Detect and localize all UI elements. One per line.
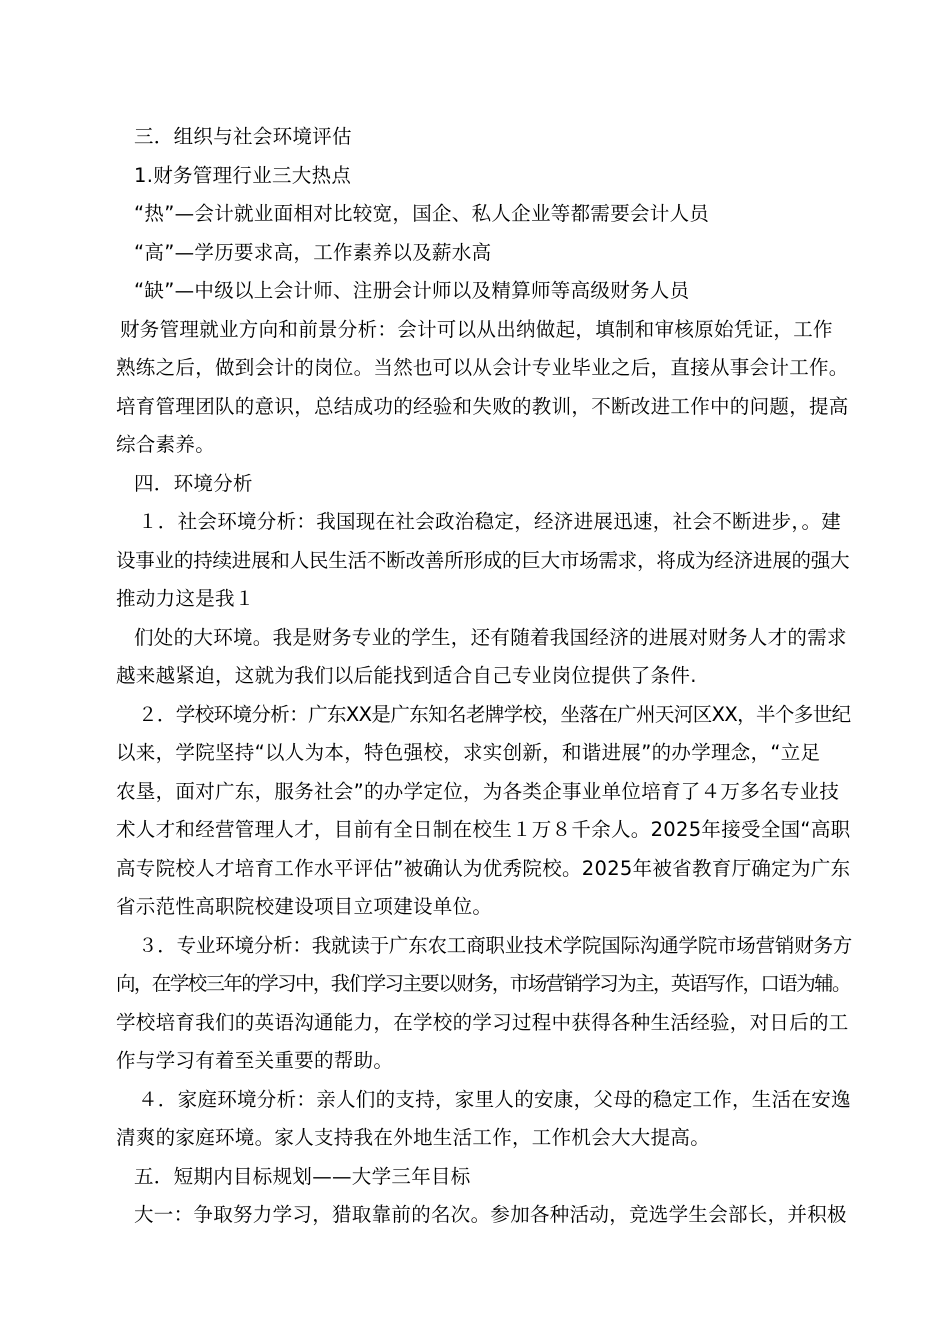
subsection-heading: 1.财务管理行业三大热点: [134, 163, 352, 187]
text-line: 们处的大环境。我是财务专业的学生，还有随着我国经济的进展对财务人才的需求: [134, 625, 847, 649]
text-line: 推动力这是我１: [116, 587, 255, 610]
text-line: 设事业的持续进展和人民生活不断改善所形成的巨大市场需求，将成为经济进展的强大: [116, 548, 850, 572]
text-line: 越来越紧迫，这就为我们以后能找到适合自己专业岗位提供了条件.: [116, 664, 697, 687]
text-line: 术人才和经营管理人才，目前有全日制在校生１万８千余人。2025年接受全国“高职: [116, 818, 851, 841]
text-line: １．社会环境分析：我国现在社会政治稳定，经济进展迅速，社会不断进步，。建: [138, 510, 842, 533]
text-line: “缺”—中级以上会计师、注册会计师以及精算师等高级财务人员: [134, 279, 690, 302]
section-heading: 五．短期内目标规划——大学三年目标: [134, 1164, 471, 1188]
text-line: 向，在学校三年的学习中，我们学习主要以财务，市场营销学习为主，英语写作，口语为辅。: [116, 972, 850, 995]
text-line: 综合素养。: [116, 433, 216, 456]
text-line: 熟练之后，做到会计的岗位。当然也可以从会计专业毕业之后，直接从事会计工作。: [116, 356, 849, 379]
text-line: 财务管理就业方向和前景分析：会计可以从出纳做起，填制和审核原始凭证，工作: [120, 317, 833, 341]
text-line: ２．学校环境分析：广东XX是广东知名老牌学校，坐落在广州天河区XX，半个多世纪: [138, 702, 851, 726]
text-line: 省示范性高职院校建设项目立项建设单位。: [116, 895, 493, 918]
section-heading: 三．组织与社会环境评估: [134, 125, 352, 148]
text-line: “热”—会计就业面相对比较宽，国企、私人企业等都需要会计人员: [134, 202, 710, 225]
text-line: ３．专业环境分析：我就读于广东农工商职业技术学院国际沟通学院市场营销财务方: [138, 933, 853, 957]
text-line: 农垦，面对广东，服务社会”的办学定位，为各类企事业单位培育了４万多名专业技: [116, 779, 840, 803]
text-line: 学校培育我们的英语沟通能力，在学校的学习过程中获得各种生活经验，对日后的工: [116, 1010, 849, 1034]
text-line: “高”—学历要求高，工作素养以及薪水高: [134, 240, 492, 264]
text-line: 清爽的家庭环境。家人支持我在外地生活工作，工作机会大大提高。: [116, 1126, 711, 1149]
text-line: 大一：争取努力学习，猎取靠前的名次。参加各种活动，竞选学生会部长，并积极: [134, 1203, 847, 1226]
section-heading: 四．环境分析: [134, 471, 253, 495]
text-line: 高专院校人才培育工作水平评估”被确认为优秀院校。2025年被省教育厅确定为广东: [116, 856, 851, 880]
document-body: [116, 118, 853, 1235]
text-line: 以来，学院坚持“以人为本，特色强校，求实创新，和谐进展”的办学理念，“立足: [116, 741, 821, 764]
text-line: 培育管理团队的意识，总结成功的经验和失败的教训，不断改进工作中的问题，提高: [116, 394, 849, 418]
text-line: 作与学习有着至关重要的帮助。: [116, 1049, 394, 1072]
text-line: ４．家庭环境分析：亲人们的支持，家里人的安康，父母的稳定工作，生活在安逸: [138, 1087, 851, 1111]
